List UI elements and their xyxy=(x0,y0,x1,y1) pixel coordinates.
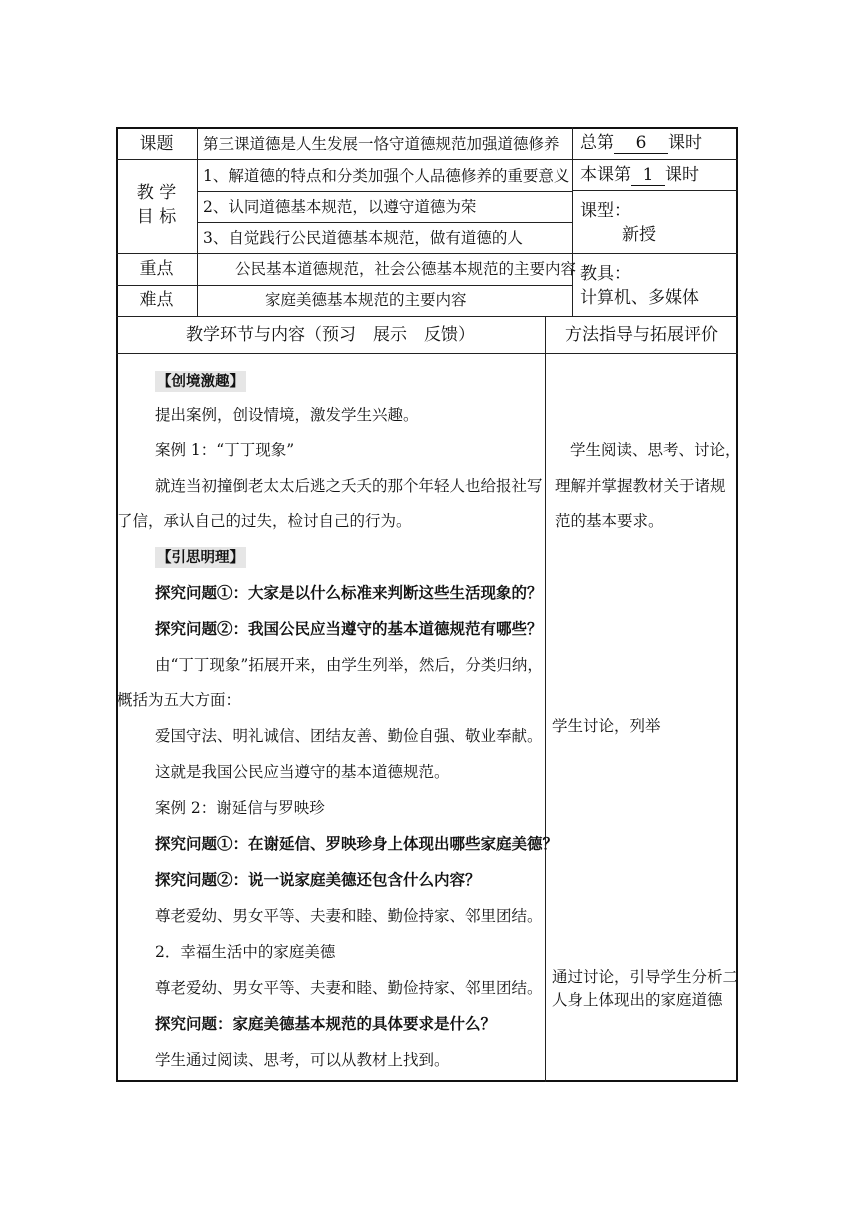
paragraph: 案例 1：“丁丁现象” xyxy=(155,441,295,459)
divider xyxy=(116,285,572,286)
paragraph: 概括为五大方面： xyxy=(117,691,242,709)
paragraph: 学生通过阅读、思考，可以从教材上找到。 xyxy=(155,1051,450,1069)
type-value: 新授 xyxy=(622,225,656,245)
paragraph: 案例 2：谢延信与罗映珍 xyxy=(155,799,325,817)
topic-value: 第三课道德是人生发展一恪守道德规范加强道德修养 xyxy=(203,135,560,153)
topic-label: 课题 xyxy=(139,134,174,154)
lesson-prefix: 本课第 xyxy=(580,165,631,185)
divider xyxy=(572,190,738,191)
total-prefix: 总第 xyxy=(580,133,614,153)
question: 探究问题②：说一说家庭美德还包含什么内容？ xyxy=(155,870,481,889)
divider xyxy=(116,316,738,317)
paragraph: 就连当初撞倒老太太后逃之夭夭的那个年轻人也给报社写 xyxy=(155,477,543,495)
divider xyxy=(116,353,738,354)
question: 探究问题：家庭美德基本规范的具体要求是什么？ xyxy=(155,1014,497,1033)
paragraph: 尊老爱幼、男女平等、夫妻和睦、勤俭持家、邻里团结。 xyxy=(155,907,543,925)
lesson-number-value: 1 xyxy=(631,165,665,186)
method-note: 人身上体现出的家庭道德 xyxy=(552,991,723,1009)
difficulty-label: 难点 xyxy=(139,290,174,310)
divider xyxy=(197,127,198,253)
divider xyxy=(116,253,738,254)
divider xyxy=(572,127,573,316)
paragraph: 这就是我国公民应当遵守的基本道德规范。 xyxy=(155,763,450,781)
method-note: 范的基本要求。 xyxy=(555,512,664,530)
divider xyxy=(197,191,572,192)
divider xyxy=(197,222,572,223)
tools-label: 教具： xyxy=(580,264,631,284)
question: 探究问题①：在谢延信、罗映珍身上体现出哪些家庭美德？ xyxy=(155,834,559,853)
paragraph: 爱国守法、明礼诚信、团结友善、勤俭自强、敬业奉献。 xyxy=(155,727,543,745)
lesson-suffix: 课时 xyxy=(665,165,699,185)
question: 探究问题①：大家是以什么标准来判断这些生活现象的？ xyxy=(155,583,543,602)
method-note: 学生阅读、思考、讨论， xyxy=(570,441,741,459)
type-label: 课型： xyxy=(580,201,631,221)
tools-value: 计算机、多媒体 xyxy=(580,288,699,308)
column-header-left: 教学环节与内容（预习 展示 反馈） xyxy=(186,325,475,345)
paragraph: 2．幸福生活中的家庭美德 xyxy=(155,943,336,961)
total-number: 6 xyxy=(614,133,668,154)
method-note: 理解并掌握教材关于诸规 xyxy=(555,477,726,495)
divider xyxy=(545,316,546,1082)
total-suffix: 课时 xyxy=(668,133,702,153)
goal-label-1: 教 学 xyxy=(136,183,177,203)
paragraph: 由“丁丁现象”拓展开来，由学生列举，然后，分类归纳， xyxy=(155,656,543,674)
divider xyxy=(197,253,198,316)
divider xyxy=(116,159,738,160)
goal-item: 1、解道德的特点和分类加强个人品德修养的重要意义 xyxy=(203,167,570,185)
column-header-right: 方法指导与拓展评价 xyxy=(565,325,718,345)
goal-label-2: 目 标 xyxy=(136,207,177,227)
goal-item: 3、自觉践行公民道德基本规范，做有道德的人 xyxy=(203,229,523,247)
key-value: 公民基本道德规范，社会公德基本规范的主要内容 xyxy=(235,260,577,278)
section-tag-create: 【创境激趣】 xyxy=(157,373,244,390)
goal-item: 2、认同道德基本规范，以遵守道德为荣 xyxy=(203,198,477,216)
total-lessons xyxy=(580,133,702,154)
paragraph: 尊老爱幼、男女平等、夫妻和睦、勤俭持家、邻里团结。 xyxy=(155,979,543,997)
section-tag-think: 【引思明理】 xyxy=(157,549,244,566)
lesson-number xyxy=(580,165,699,186)
key-label: 重点 xyxy=(139,259,174,279)
paragraph: 提出案例，创设情境，激发学生兴趣。 xyxy=(155,406,419,424)
method-note: 通过讨论，引导学生分析二 xyxy=(552,968,739,986)
method-note: 学生讨论，列举 xyxy=(552,717,661,735)
paragraph: 了信，承认自己的过失，检讨自己的行为。 xyxy=(117,512,412,530)
difficulty-value: 家庭美德基本规范的主要内容 xyxy=(265,291,467,309)
question: 探究问题②：我国公民应当遵守的基本道德规范有哪些？ xyxy=(155,619,543,638)
